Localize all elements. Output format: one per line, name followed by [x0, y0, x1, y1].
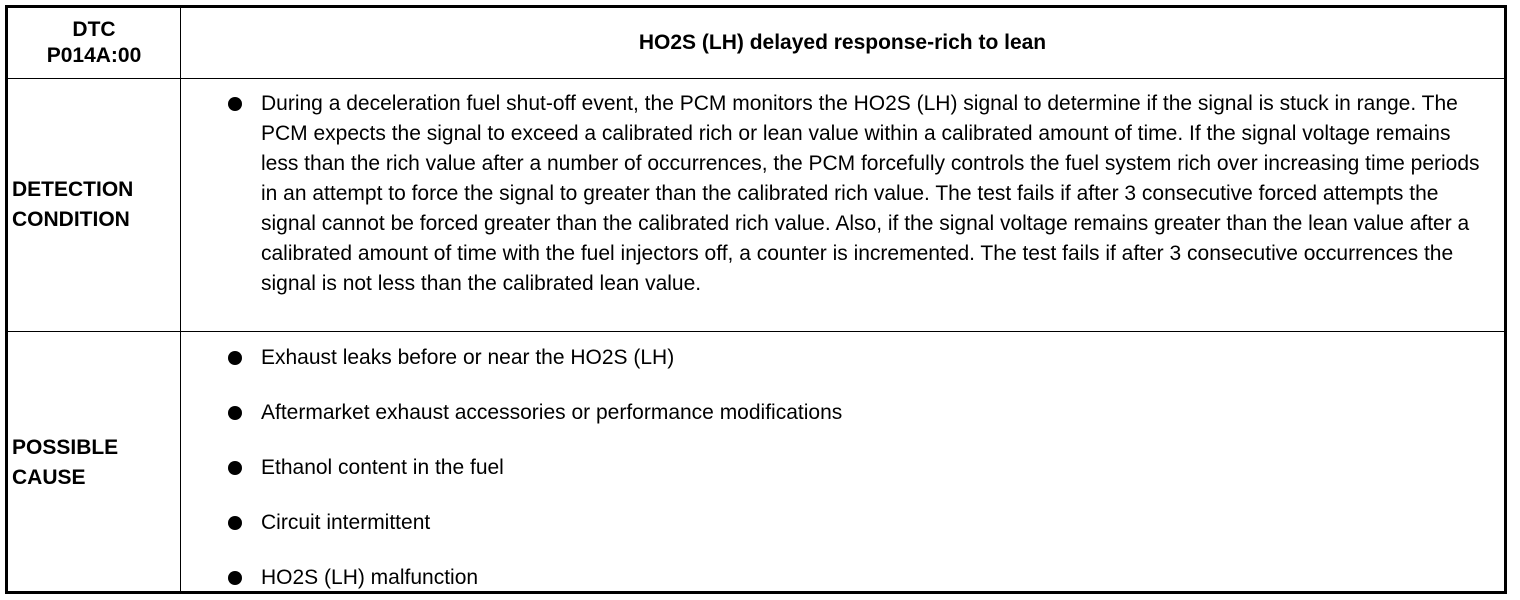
detection-label-line2: CONDITION: [12, 208, 130, 231]
dtc-label: DTC: [72, 18, 116, 41]
detection-label-line1: DETECTION: [12, 178, 134, 201]
bullet-icon: [228, 563, 261, 593]
bullet-icon: [228, 89, 261, 119]
bullet-icon: [228, 453, 261, 483]
detection-item: [228, 89, 1484, 299]
cause-item: [228, 398, 1484, 428]
cause-item-text: Circuit intermittent: [261, 511, 431, 534]
possible-cause-list: [181, 332, 1504, 593]
dtc-table: [5, 5, 1507, 594]
cause-item-text: Aftermarket exhaust accessories or performance modifications: [261, 401, 843, 424]
bullet-icon: [228, 398, 261, 428]
bullet-icon: [228, 508, 261, 538]
dtc-code-cell: [8, 8, 181, 79]
possible-cause-label: [8, 332, 181, 593]
cause-item-text: Exhaust leaks before or near the HO2S (LH): [261, 346, 675, 369]
detection-condition-label: [8, 79, 181, 332]
cause-item-text: HO2S (LH) malfunction: [261, 566, 479, 589]
cause-label-line1: POSSIBLE: [12, 435, 119, 459]
cause-item: [228, 508, 1484, 538]
dtc-title-cell: [181, 8, 1504, 79]
cause-label-line2: CAUSE: [12, 465, 86, 489]
cause-item: [228, 563, 1484, 593]
cause-item-text: Ethanol content in the fuel: [261, 456, 504, 479]
cause-item: [228, 453, 1484, 483]
dtc-code: P014A:00: [46, 44, 142, 67]
detection-condition-content: [181, 79, 1504, 332]
dtc-title: HO2S (LH) delayed response-rich to lean: [638, 31, 1047, 54]
cause-item: [228, 343, 1484, 373]
bullet-icon: [228, 343, 261, 373]
detection-item-text: During a deceleration fuel shut-off event, the PCM monitors the HO2S (LH) signal to determine if the signal is stuck in range. The PCM expects the signal to exceed a calibrated rich or lean value within a calibrated amount of time. If the signal voltage remains less than the rich value after a number of occurrences, the PCM forcefully controls the fuel system rich over increasing time periods in an attempt to force the signal to greater than the calibrated rich value. The test fails if after 3 consecutive forced attempts the signal cannot be forced greater than the calibrated rich value. Also, if the signal voltage remains greater than the lean value after a calibrated amount of time with the fuel injectors off, a counter is incremented. The test fails if after 3 consecutive occurrences the signal is not less than the calibrated lean value.: [261, 92, 1480, 295]
